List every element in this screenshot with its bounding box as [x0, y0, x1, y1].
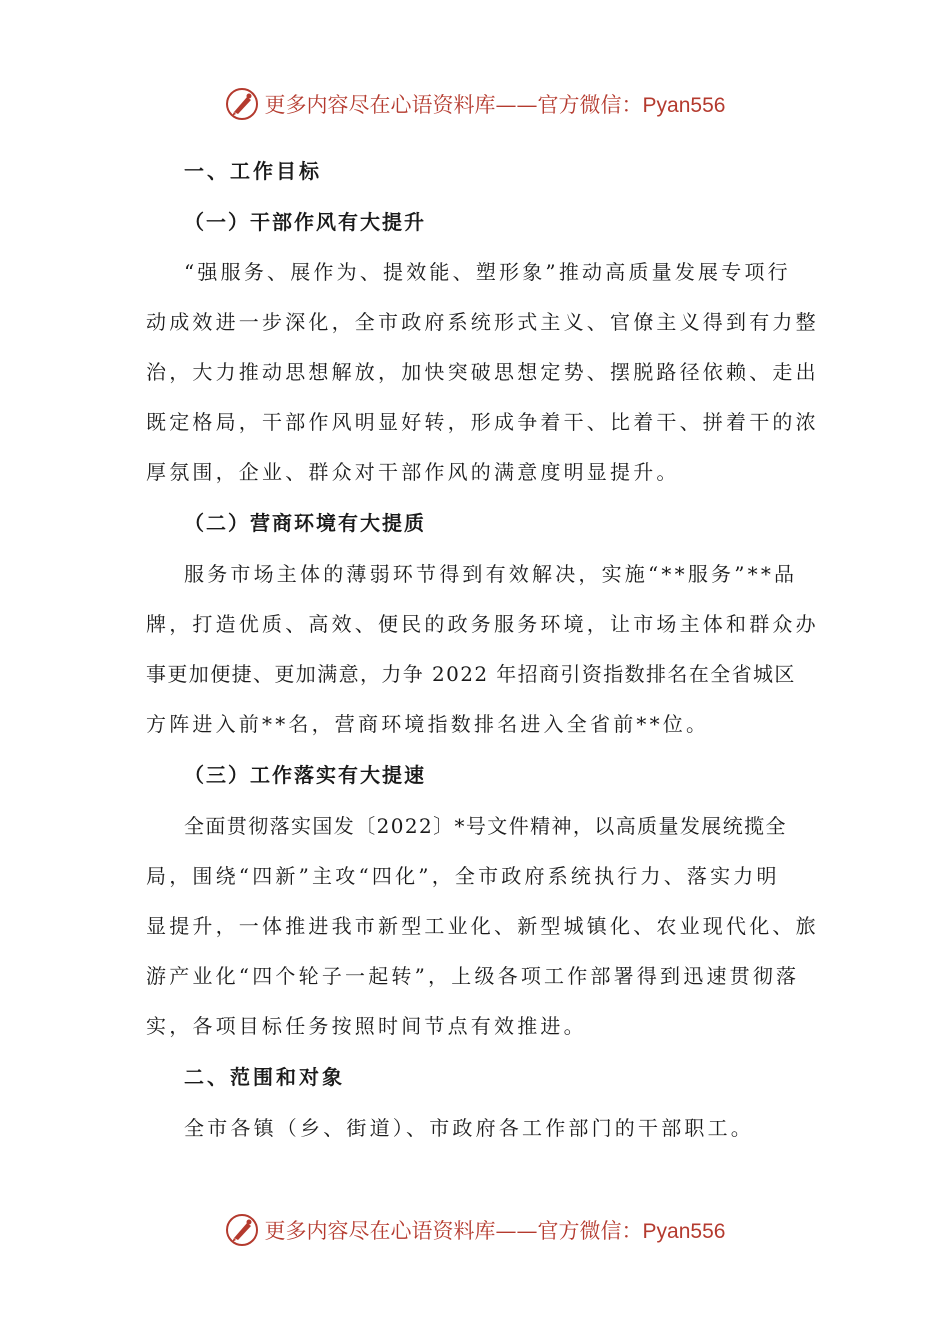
paragraph-line: 既定格局，干部作风明显好转，形成争着干、比着干、拼着干的浓 — [146, 410, 819, 434]
paragraph-line: 方阵进入前**名，营商环境指数排名进入全省前**位。 — [146, 712, 710, 736]
paragraph-line: 显提升，一体推进我市新型工业化、新型城镇化、农业现代化、旅 — [146, 914, 819, 938]
paragraph-line: 牌，打造优质、高效、便民的政务服务环境，让市场主体和群众办 — [146, 612, 819, 636]
subsection-heading-implementation: （三）工作落实有大提速 — [184, 763, 426, 787]
paragraph-line: 全市各镇（乡、街道）、市政府各工作部门的干部职工。 — [184, 1116, 754, 1140]
section-heading-scope: 二、范围和对象 — [184, 1065, 345, 1089]
paragraph-line: 治，大力推动思想解放，加快突破思想定势、摆脱路径依赖、走出 — [146, 360, 819, 384]
paragraph-line: “强服务、展作为、提效能、塑形象”推动高质量发展专项行 — [184, 260, 791, 284]
paragraph-line: 局，围绕“四新”主攻“四化”，全市政府系统执行力、落实力明 — [146, 864, 780, 888]
paragraph-line: 全面贯彻落实国发〔2022〕*号文件精神，以高质量发展统揽全 — [184, 814, 787, 838]
watermark-banner-bottom — [0, 1210, 950, 1250]
paragraph-line: 游产业化“四个轮子一起转”，上级各项工作部署得到迅速贯彻落 — [146, 964, 800, 988]
watermark-text: 更多内容尽在心语资料库——官方微信：Pyan556 — [264, 1219, 726, 1243]
pen-nib-logo-icon — [225, 87, 259, 121]
paragraph-line: 动成效进一步深化，全市政府系统形式主义、官僚主义得到有力整 — [146, 310, 819, 334]
watermark-text: 更多内容尽在心语资料库——官方微信：Pyan556 — [264, 93, 726, 117]
subsection-heading-cadre-style: （一）干部作风有大提升 — [184, 210, 426, 234]
paragraph-line: 事更加便捷、更加满意，力争 2022 年招商引资指数排名在全省城区 — [146, 662, 796, 686]
subsection-heading-business-environment: （二）营商环境有大提质 — [184, 511, 426, 535]
pen-nib-logo-icon — [225, 1213, 259, 1247]
paragraph-line: 厚氛围，企业、群众对干部作风的满意度明显提升。 — [146, 460, 680, 484]
paragraph-line: 服务市场主体的薄弱环节得到有效解决，实施“**服务”**品 — [184, 562, 798, 586]
paragraph-line: 实，各项目标任务按照时间节点有效推进。 — [146, 1014, 587, 1038]
section-heading-goals: 一、工作目标 — [184, 159, 322, 183]
watermark-banner-top — [0, 84, 950, 124]
